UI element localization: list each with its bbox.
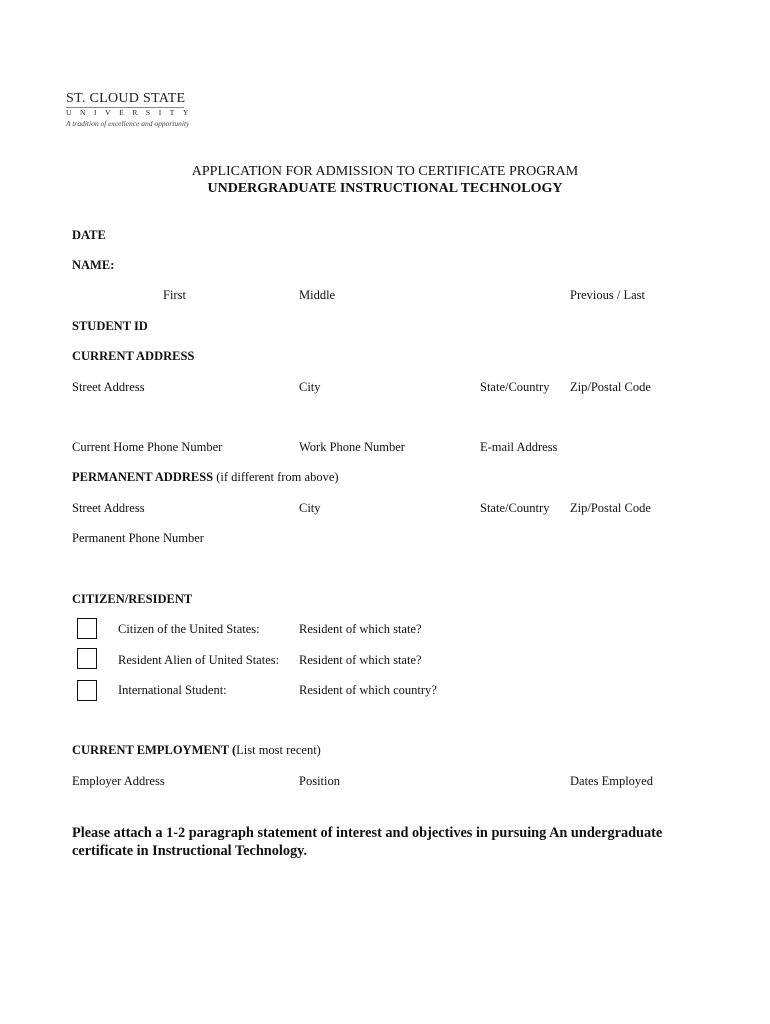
permanent-address-note: (if different from above): [216, 470, 339, 484]
name-label: NAME:: [72, 258, 115, 272]
permanent-address-title: PERMANENT ADDRESS: [72, 470, 214, 484]
form-title: APPLICATION FOR ADMISSION TO CERTIFICATE PROGRAM: [191, 164, 579, 179]
citizen-us-checkbox[interactable]: [77, 618, 97, 639]
employment-note: List most recent): [236, 743, 321, 757]
program-title: UNDERGRADUATE INSTRUCTIONAL TECHNOLOGY: [207, 181, 563, 196]
dates-employed-label: Dates Employed: [570, 774, 653, 788]
permanent-address-heading: [72, 470, 339, 485]
resident-alien-label: Resident Alien of United States:: [118, 653, 280, 667]
perm-city-label: City: [299, 501, 321, 515]
name-last-label: Previous / Last: [570, 288, 645, 302]
perm-street-label: Street Address: [72, 501, 145, 515]
perm-phone-label: Permanent Phone Number: [72, 531, 204, 545]
resident-alien-state-label: Resident of which state?: [299, 653, 422, 667]
position-label: Position: [299, 774, 340, 788]
international-student-checkbox[interactable]: [77, 680, 97, 701]
employer-address-label: Employer Address: [72, 774, 165, 788]
employment-heading: [72, 743, 321, 758]
university-tagline: A tradition of excellence and opportunity: [66, 119, 190, 128]
home-phone-label: Current Home Phone Number: [72, 440, 223, 454]
perm-state-country-label: State/Country: [480, 501, 550, 515]
perm-zip-label: Zip/Postal Code: [570, 501, 651, 515]
international-country-label: Resident of which country?: [299, 683, 437, 697]
employment-title: CURRENT EMPLOYMENT (: [72, 743, 237, 757]
citizen-heading: CITIZEN/RESIDENT: [72, 592, 193, 606]
email-label: E-mail Address: [480, 440, 558, 454]
international-student-label: International Student:: [118, 683, 227, 697]
citizen-us-state-label: Resident of which state?: [299, 622, 422, 636]
name-middle-label: Middle: [299, 288, 336, 302]
zip-label: Zip/Postal Code: [570, 380, 651, 394]
work-phone-label: Work Phone Number: [299, 440, 405, 454]
student-id-label: STUDENT ID: [72, 319, 148, 333]
resident-alien-checkbox[interactable]: [77, 648, 97, 669]
name-first-label: First: [163, 288, 186, 302]
city-label: City: [299, 380, 321, 394]
current-address-heading: CURRENT ADDRESS: [72, 349, 195, 363]
street-address-label: Street Address: [72, 380, 145, 394]
university-logo-subtitle: UNIVERSITY: [66, 108, 197, 117]
university-logo-name: ST. CLOUD STATE: [66, 91, 186, 106]
citizen-us-label: Citizen of the United States:: [118, 622, 260, 636]
statement-instructions: Please attach a 1-2 paragraph statement of interest and objectives in pursuing An undergraduate certificate in Instructional Technology.: [72, 825, 663, 859]
state-country-label: State/Country: [480, 380, 550, 394]
date-label: DATE: [72, 228, 106, 242]
